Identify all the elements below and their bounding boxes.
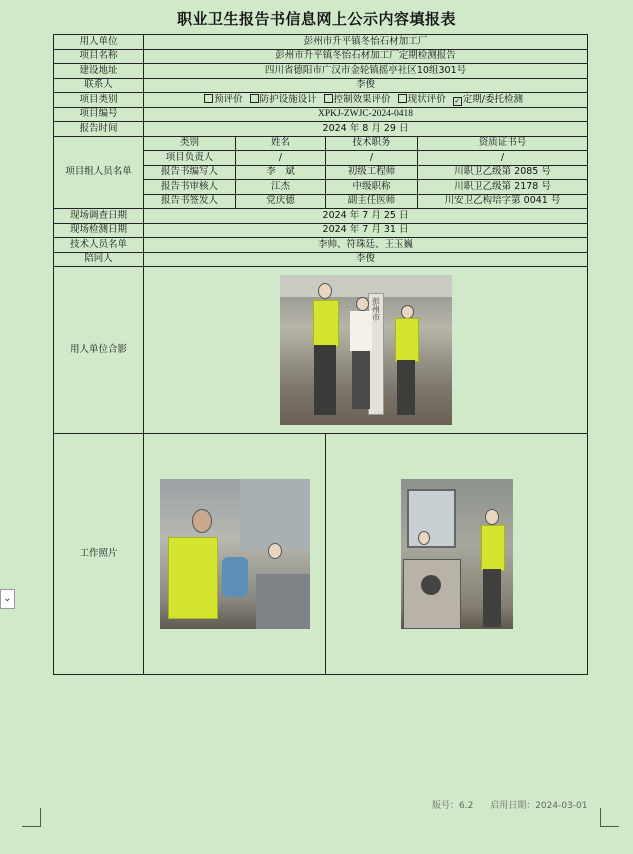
label-employer: 用人单位 <box>54 35 144 50</box>
label-group-photo: 用人单位合影 <box>54 267 144 434</box>
team-header-cert: 资质证书号 <box>418 136 588 151</box>
label-project-no: 项目编号 <box>54 107 144 122</box>
option-periodic-test[interactable]: ✓ 定期/委托检测 <box>454 93 523 105</box>
member-cert: 川职卫乙级第 2178 号 <box>418 180 588 195</box>
value-test-date: 2024 年 7 月 31 日 <box>144 223 588 238</box>
checkbox-icon <box>398 94 407 103</box>
value-technicians: 李帅、符珠廷、王玉巍 <box>144 238 588 253</box>
page-corner-mark <box>600 808 619 827</box>
row-test-date <box>54 223 588 238</box>
team-header-row <box>54 136 588 151</box>
work-photo-2-image <box>401 479 513 629</box>
option-control-eval[interactable]: 控制效果评价 <box>324 94 391 106</box>
row-contact <box>54 78 588 93</box>
value-contact: 李俊 <box>144 78 588 93</box>
value-report-date: 2024 年 8 月 29 日 <box>144 122 588 137</box>
checkbox-icon <box>250 94 259 103</box>
checkbox-icon <box>324 94 333 103</box>
footer-version: 版号：6.2 <box>432 801 474 811</box>
member-title: 初级工程师 <box>326 165 418 180</box>
chevron-down-icon[interactable]: ⌄ <box>0 589 15 609</box>
group-photo-image: 彭州市 <box>280 275 452 425</box>
row-project-no <box>54 107 588 122</box>
member-cert: 川安卫乙构培字第 0041 号 <box>418 194 588 209</box>
value-project-no: XPKJ-ZWJC-2024-0418 <box>144 107 588 122</box>
page-title: 职业卫生报告书信息网上公示内容填报表 <box>176 10 456 28</box>
value-companion: 李俊 <box>144 252 588 267</box>
value-survey-date: 2024 年 7 月 25 日 <box>144 209 588 224</box>
team-header-name: 姓名 <box>236 136 326 151</box>
row-project-type <box>54 93 588 108</box>
value-address: 四川省德阳市广汉市金轮镇摇亭社区10组301号 <box>144 64 588 79</box>
footer-date: 启用日期：2024-03-01 <box>490 801 588 811</box>
member-role: 报告书签发人 <box>144 194 236 209</box>
team-header-role: 类别 <box>144 136 236 151</box>
project-type-options <box>144 93 588 108</box>
member-cert: 川职卫乙级第 2085 号 <box>418 165 588 180</box>
member-role: 项目负责人 <box>144 151 236 166</box>
label-work-photos: 工作照片 <box>54 434 144 675</box>
member-title: 副主任医师 <box>326 194 418 209</box>
option-protection-design[interactable]: 防护设施设计 <box>250 94 317 106</box>
label-project-name: 项目名称 <box>54 49 144 64</box>
row-group-photo <box>54 267 588 434</box>
label-report-date: 报告时间 <box>54 122 144 137</box>
label-companion: 陪同人 <box>54 252 144 267</box>
checkbox-checked-icon: ✓ <box>454 96 461 105</box>
label-survey-date: 现场调查日期 <box>54 209 144 224</box>
row-survey-date <box>54 209 588 224</box>
value-project-name: 彭州市升平镇冬怡石材加工厂定期检测报告 <box>144 49 588 64</box>
member-role: 报告书审核人 <box>144 180 236 195</box>
label-team: 项目组人员名单 <box>54 136 144 209</box>
label-contact: 联系人 <box>54 78 144 93</box>
page-corner-mark <box>22 808 41 827</box>
option-pre-eval[interactable]: 预评价 <box>204 94 243 106</box>
row-work-photos <box>54 434 588 675</box>
row-employer <box>54 35 588 50</box>
label-technicians: 技术人员名单 <box>54 238 144 253</box>
report-form-table <box>53 34 588 675</box>
checkbox-icon <box>204 94 213 103</box>
option-status-eval[interactable]: 现状评价 <box>398 94 446 106</box>
team-header-title: 技术职务 <box>326 136 418 151</box>
member-title: 中级职称 <box>326 180 418 195</box>
label-test-date: 现场检测日期 <box>54 223 144 238</box>
row-companion <box>54 252 588 267</box>
row-project-name <box>54 49 588 64</box>
member-name: 江杰 <box>236 180 326 195</box>
member-name: 党庆德 <box>236 194 326 209</box>
member-role: 报告书编写人 <box>144 165 236 180</box>
row-technicians <box>54 238 588 253</box>
label-project-type: 项目类别 <box>54 93 144 108</box>
footer <box>432 798 588 811</box>
row-report-date <box>54 122 588 137</box>
value-employer: 彭州市升平镇冬怡石材加工厂 <box>144 35 588 50</box>
label-address: 建设地址 <box>54 64 144 79</box>
member-title: / <box>326 151 418 166</box>
member-cert: / <box>418 151 588 166</box>
member-name: / <box>236 151 326 166</box>
row-address <box>54 64 588 79</box>
work-photo-1-image <box>160 479 310 629</box>
member-name: 李 斌 <box>236 165 326 180</box>
